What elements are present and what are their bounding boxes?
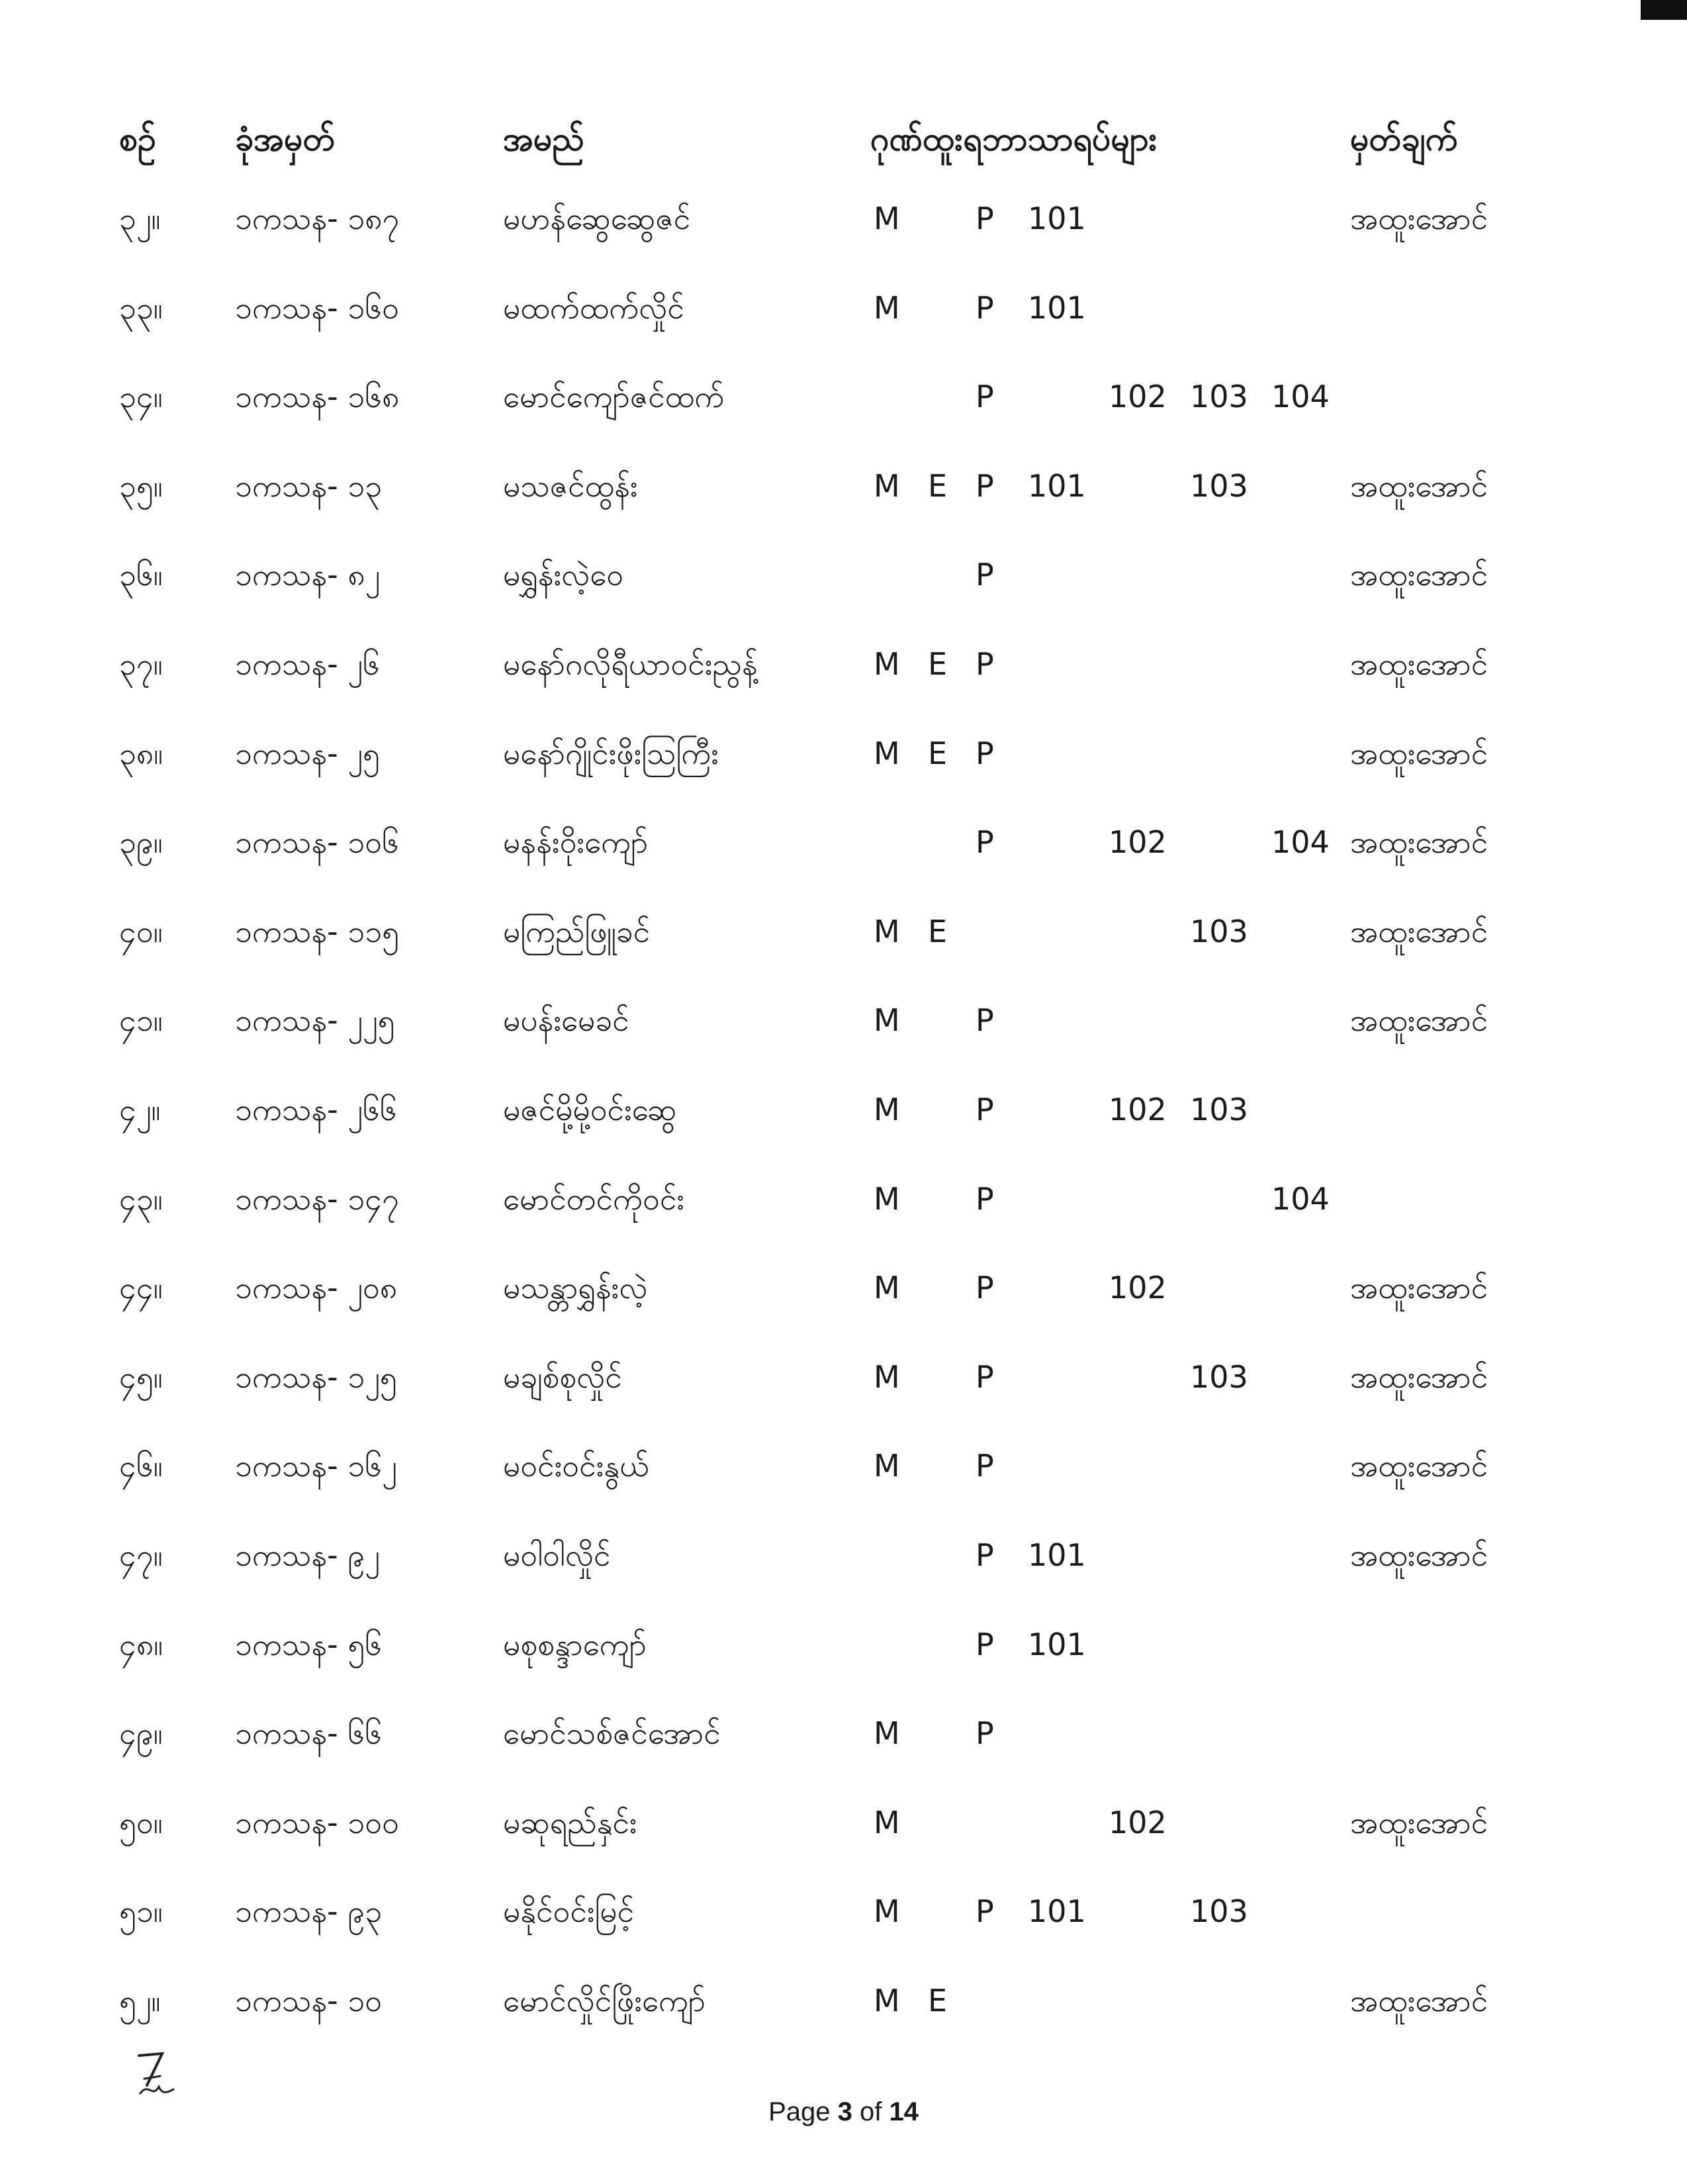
row-roll-number: ၁ကသန- ၁၁၅	[235, 914, 400, 949]
row-subject-m: M	[874, 201, 900, 236]
row-subject-101: 101	[1028, 290, 1086, 326]
row-subject-102	[1109, 1166, 1162, 1232]
row-remark: အထူးအောင်	[1350, 1448, 1488, 1484]
row-subject-101: 101	[1028, 201, 1086, 236]
row-subject-m: M	[874, 1270, 900, 1306]
row-subject-e	[928, 1076, 954, 1143]
row-subject-102	[1109, 1433, 1162, 1499]
header-index: စဥ်	[119, 120, 156, 158]
table-row	[0, 453, 1687, 519]
row-roll-number: ၁ကသန- ၅၆	[235, 1627, 383, 1662]
row-name: မောင်ကျော်ဇင်ထက်	[503, 379, 725, 414]
row-subject-101	[1028, 631, 1081, 697]
row-subject-101	[1028, 1700, 1081, 1766]
row-subject-101: 101	[1028, 1893, 1086, 1929]
table-row	[0, 1611, 1687, 1678]
table-row	[0, 1076, 1687, 1143]
row-subject-101: 101	[1028, 1537, 1086, 1573]
row-index: ၄၂။	[119, 1092, 161, 1127]
footer-middle: of	[852, 2097, 889, 2126]
row-subject-p: P	[976, 1448, 994, 1484]
footer-total-pages: 14	[889, 2097, 919, 2126]
row-subject-102	[1109, 453, 1162, 519]
row-subject-104	[1271, 1522, 1324, 1588]
row-index: ၃၂။	[119, 201, 161, 236]
row-remark: အထူးအောင်	[1350, 557, 1488, 593]
row-subject-m: M	[874, 1805, 900, 1840]
row-subject-103	[1190, 720, 1243, 786]
row-subject-e	[928, 1611, 954, 1678]
row-subject-104	[1271, 1878, 1324, 1944]
row-subject-e	[928, 987, 954, 1053]
table-row	[0, 1878, 1687, 1944]
row-subject-104	[1271, 898, 1324, 965]
row-subject-m: M	[874, 1181, 900, 1217]
table-row	[0, 1255, 1687, 1321]
scan-corner-mark	[1641, 0, 1687, 20]
footer-current-page: 3	[837, 2097, 852, 2126]
row-remark: အထူးအောင်	[1350, 914, 1488, 949]
row-roll-number: ၁ကသန- ၈၂	[235, 557, 381, 593]
row-subject-103: 103	[1190, 1092, 1248, 1127]
row-name: မောင်သစ်ဇင်အောင်	[503, 1715, 721, 1751]
row-subject-104	[1271, 453, 1324, 519]
row-subject-101: 101	[1028, 1627, 1086, 1662]
row-subject-e	[928, 1700, 954, 1766]
row-name: မောင်တင်ကိုဝင်း	[503, 1181, 685, 1217]
row-subject-104	[1271, 1433, 1324, 1499]
row-remark: အထူးအောင်	[1350, 824, 1488, 860]
row-subject-p: P	[976, 736, 994, 771]
row-subject-p: P	[976, 824, 994, 860]
row-subject-104	[1271, 1968, 1324, 2034]
table-row	[0, 1433, 1687, 1499]
row-roll-number: ၁ကသန- ၁၆၀	[235, 290, 400, 326]
row-roll-number: ၁ကသန- ၁၀၀	[235, 1805, 400, 1840]
row-subject-p	[976, 898, 1002, 965]
row-subject-104	[1271, 1344, 1324, 1410]
row-roll-number: ၁ကသန- ၂၅	[235, 736, 380, 771]
row-subject-103	[1190, 1522, 1243, 1588]
row-index: ၃၃။	[119, 290, 163, 326]
row-name: မဆုရည်နှင်း	[503, 1805, 637, 1840]
row-name: မကြည်ဖြူခင်	[503, 914, 651, 949]
row-subject-101	[1028, 1166, 1081, 1232]
row-subject-p: P	[976, 1359, 994, 1395]
row-remark: အထူးအောင်	[1350, 201, 1488, 236]
row-subject-101	[1028, 1344, 1081, 1410]
row-subject-p: P	[976, 1092, 994, 1127]
table-row	[0, 542, 1687, 608]
row-name: မဟန်ဆွေဆွေဇင်	[503, 201, 691, 236]
row-name: မနန်းဝိုးကျော်	[503, 824, 649, 860]
row-subject-p: P	[976, 1537, 994, 1573]
row-name: မဝါဝါလှိုင်	[503, 1537, 611, 1573]
row-subject-101	[1028, 809, 1081, 875]
row-subject-104	[1271, 1076, 1324, 1143]
row-index: ၄၇။	[119, 1537, 163, 1573]
row-subject-p: P	[976, 379, 994, 414]
row-subject-e: E	[928, 468, 948, 504]
row-subject-104	[1271, 720, 1324, 786]
row-subject-102: 102	[1109, 379, 1167, 414]
page-footer	[0, 2092, 1687, 2132]
row-index: ၃၆။	[119, 557, 163, 593]
row-subject-m	[874, 363, 907, 430]
row-subject-m	[874, 542, 907, 608]
row-subject-102	[1109, 1968, 1162, 2034]
row-index: ၃၄။	[119, 379, 163, 414]
row-subject-m: M	[874, 914, 900, 949]
table-row	[0, 363, 1687, 430]
table-row	[0, 1522, 1687, 1588]
row-subject-e	[928, 363, 954, 430]
table-row	[0, 809, 1687, 875]
row-index: ၃၉။	[119, 824, 163, 860]
row-subject-m	[874, 1611, 907, 1678]
row-subject-103	[1190, 1166, 1243, 1232]
row-subject-101	[1028, 1968, 1081, 2034]
row-remark: အထူးအောင်	[1350, 1983, 1488, 2018]
row-index: ၄၄။	[119, 1270, 163, 1306]
row-remark: အထူးအောင်	[1350, 1270, 1488, 1306]
row-subject-m: M	[874, 1092, 900, 1127]
row-subject-e	[928, 275, 954, 341]
row-name: မသန္တာရွှန်းလဲ့	[503, 1270, 648, 1306]
row-subject-104	[1271, 185, 1324, 252]
row-subject-102	[1109, 185, 1162, 252]
table-row	[0, 1344, 1687, 1410]
row-roll-number: ၁ကသန- ၉၂	[235, 1537, 380, 1573]
table-row	[0, 1700, 1687, 1766]
row-subject-p: P	[976, 290, 994, 326]
row-index: ၅၂။	[119, 1983, 161, 2018]
row-subject-e	[928, 1522, 954, 1588]
header-name: အမည်	[503, 120, 584, 158]
table-row	[0, 185, 1687, 252]
handwritten-mark	[132, 2046, 185, 2099]
table-row	[0, 1166, 1687, 1232]
row-roll-number: ၁ကသန- ၁၆၈	[235, 379, 400, 414]
row-subject-m	[874, 1522, 907, 1588]
row-subject-103	[1190, 185, 1243, 252]
row-roll-number: ၁ကသန- ၉၃	[235, 1893, 383, 1929]
row-subject-102	[1109, 631, 1162, 697]
header-roll: ခုံအမှတ်	[235, 120, 336, 158]
row-subject-103	[1190, 1611, 1243, 1678]
row-subject-m: M	[874, 736, 900, 771]
row-subject-103	[1190, 809, 1243, 875]
row-subject-p	[976, 1789, 1002, 1856]
row-roll-number: ၁ကသန- ၁၄၇	[235, 1181, 400, 1217]
row-subject-102	[1109, 1700, 1162, 1766]
row-subject-101	[1028, 1076, 1081, 1143]
row-subject-e	[928, 542, 954, 608]
row-name: မစုစန္ဒာကျော်	[503, 1627, 647, 1662]
row-subject-p: P	[976, 1002, 994, 1038]
row-remark: အထူးအောင်	[1350, 468, 1488, 504]
row-subject-104: 104	[1271, 379, 1330, 414]
row-subject-e	[928, 185, 954, 252]
row-index: ၄၃။	[119, 1181, 163, 1217]
row-subject-102	[1109, 542, 1162, 608]
header-subjects: ဂုဏ်ထူးရဘာသာရပ်များ	[870, 120, 1158, 158]
row-subject-104: 104	[1271, 824, 1330, 860]
table-row	[0, 898, 1687, 965]
row-index: ၃၇။	[119, 646, 163, 682]
row-subject-e	[928, 1166, 954, 1232]
row-index: ၅၀။	[119, 1805, 163, 1840]
row-subject-m: M	[874, 646, 900, 682]
row-subject-p: P	[976, 1627, 994, 1662]
row-remark: အထူးအောင်	[1350, 1359, 1488, 1395]
row-subject-102	[1109, 1878, 1162, 1944]
row-subject-103	[1190, 1700, 1243, 1766]
row-subject-104	[1271, 542, 1324, 608]
row-subject-e: E	[928, 736, 948, 771]
row-subject-103	[1190, 542, 1243, 608]
row-subject-103	[1190, 987, 1243, 1053]
row-subject-103	[1190, 1789, 1243, 1856]
row-subject-m: M	[874, 1983, 900, 2018]
row-roll-number: ၁ကသန- ၁၈၇	[235, 201, 400, 236]
row-subject-102: 102	[1109, 1092, 1167, 1127]
row-remark: အထူးအောင်	[1350, 736, 1488, 771]
header-remark: မှတ်ချက်	[1350, 120, 1458, 158]
row-subject-102	[1109, 275, 1162, 341]
row-subject-p	[976, 1968, 1002, 2034]
row-subject-102	[1109, 1522, 1162, 1588]
row-index: ၄၅။	[119, 1359, 163, 1395]
row-subject-m: M	[874, 290, 900, 326]
row-subject-103: 103	[1190, 1893, 1248, 1929]
row-roll-number: ၁ကသန- ၂၆	[235, 646, 380, 682]
row-subject-e	[928, 1789, 954, 1856]
row-subject-m: M	[874, 1002, 900, 1038]
row-index: ၃၈။	[119, 736, 163, 771]
row-subject-e: E	[928, 646, 948, 682]
row-name: မနိုင်ဝင်းမြင့်	[503, 1893, 635, 1929]
row-index: ၄၁။	[119, 1002, 163, 1038]
row-subject-103: 103	[1190, 468, 1248, 504]
row-remark: အထူးအောင်	[1350, 1002, 1488, 1038]
row-subject-101	[1028, 898, 1081, 965]
table-header	[0, 106, 1687, 172]
row-subject-m: M	[874, 1715, 900, 1751]
row-subject-103: 103	[1190, 379, 1248, 414]
table-row	[0, 1789, 1687, 1856]
row-subject-102	[1109, 1344, 1162, 1410]
row-subject-p: P	[976, 1715, 994, 1751]
row-subject-104	[1271, 1611, 1324, 1678]
table-row	[0, 631, 1687, 697]
row-subject-e: E	[928, 1983, 948, 2018]
row-subject-103	[1190, 1433, 1243, 1499]
row-subject-102	[1109, 987, 1162, 1053]
row-subject-101	[1028, 1255, 1081, 1321]
row-subject-p: P	[976, 1270, 994, 1306]
row-index: ၃၅။	[119, 468, 163, 504]
row-roll-number: ၁ကသန- ၁၃	[235, 468, 383, 504]
row-subject-103: 103	[1190, 1359, 1248, 1395]
row-name: မနော်ဂလိုရီယာဝင်းညွန့်	[503, 646, 758, 682]
row-name: မနော်ဂျိုင်းဖိုးဩကြီး	[503, 736, 719, 771]
row-subject-101	[1028, 720, 1081, 786]
row-name: မထက်ထက်လှိုင်	[503, 290, 684, 326]
row-subject-104	[1271, 1789, 1324, 1856]
row-subject-103	[1190, 1255, 1243, 1321]
row-roll-number: ၁ကသန- ၁၀	[235, 1983, 383, 2018]
row-subject-p: P	[976, 201, 994, 236]
row-index: ၅၁။	[119, 1893, 163, 1929]
row-subject-104	[1271, 631, 1324, 697]
row-subject-p: P	[976, 468, 994, 504]
table-row	[0, 1968, 1687, 2034]
row-subject-102: 102	[1109, 1805, 1167, 1840]
row-index: ၄၆။	[119, 1448, 163, 1484]
row-subject-102: 102	[1109, 824, 1167, 860]
row-subject-101	[1028, 987, 1081, 1053]
row-subject-104	[1271, 1700, 1324, 1766]
row-roll-number: ၁ကသန- ၁၂၅	[235, 1359, 397, 1395]
row-name: မောင်လှိုင်ဖြိုးကျော်	[503, 1983, 706, 2018]
row-subject-m: M	[874, 1359, 900, 1395]
row-subject-102: 102	[1109, 1270, 1167, 1306]
row-index: ၄၉။	[119, 1715, 163, 1751]
row-subject-101	[1028, 1433, 1081, 1499]
row-name: မဝင်းဝင်းနွယ်	[503, 1448, 649, 1484]
row-subject-104	[1271, 987, 1324, 1053]
row-roll-number: ၁ကသန- ၁၀၆	[235, 824, 400, 860]
row-subject-p: P	[976, 1893, 994, 1929]
table-row	[0, 720, 1687, 786]
row-subject-101	[1028, 542, 1081, 608]
row-subject-m: M	[874, 468, 900, 504]
row-subject-102	[1109, 1611, 1162, 1678]
table-row	[0, 987, 1687, 1053]
table-row	[0, 275, 1687, 341]
row-subject-101: 101	[1028, 468, 1086, 504]
row-subject-m: M	[874, 1893, 900, 1929]
row-name: မသဇင်ထွန်း	[503, 468, 638, 504]
row-name: မပန်းမေခင်	[503, 1002, 629, 1038]
row-remark: အထူးအောင်	[1350, 1537, 1488, 1573]
row-roll-number: ၁ကသန- ၁၆၂	[235, 1448, 397, 1484]
row-subject-101	[1028, 363, 1081, 430]
row-subject-e	[928, 1878, 954, 1944]
row-roll-number: ၁ကသန- ၆၆	[235, 1715, 383, 1751]
row-subject-e	[928, 809, 954, 875]
row-subject-e	[928, 1255, 954, 1321]
row-index: ၄၈။	[119, 1627, 163, 1662]
row-subject-102	[1109, 898, 1162, 965]
footer-prefix: Page	[768, 2097, 838, 2126]
row-index: ၄၀။	[119, 914, 163, 949]
row-subject-m: M	[874, 1448, 900, 1484]
row-subject-e	[928, 1344, 954, 1410]
row-subject-103	[1190, 275, 1243, 341]
row-subject-103	[1190, 631, 1243, 697]
row-roll-number: ၁ကသန- ၂၀၈	[235, 1270, 398, 1306]
row-roll-number: ၁ကသန- ၂၆၆	[235, 1092, 397, 1127]
row-subject-m	[874, 809, 907, 875]
row-subject-103	[1190, 1968, 1243, 2034]
row-subject-e	[928, 1433, 954, 1499]
row-remark: အထူးအောင်	[1350, 1805, 1488, 1840]
row-subject-e: E	[928, 914, 948, 949]
row-subject-p: P	[976, 1181, 994, 1217]
row-name: မဇင်မို့မို့ဝင်းဆွေ	[503, 1092, 677, 1127]
row-subject-101	[1028, 1789, 1081, 1856]
row-subject-p: P	[976, 646, 994, 682]
row-subject-104: 104	[1271, 1181, 1330, 1217]
row-remark: အထူးအောင်	[1350, 646, 1488, 682]
row-subject-103: 103	[1190, 914, 1248, 949]
row-name: မချစ်စုလှိုင်	[503, 1359, 622, 1395]
row-roll-number: ၁ကသန- ၂၂၅	[235, 1002, 395, 1038]
row-subject-102	[1109, 720, 1162, 786]
row-subject-104	[1271, 1255, 1324, 1321]
row-name: မရွှန်းလဲ့ဝေ	[503, 557, 624, 593]
row-subject-104	[1271, 275, 1324, 341]
row-subject-p: P	[976, 557, 994, 593]
